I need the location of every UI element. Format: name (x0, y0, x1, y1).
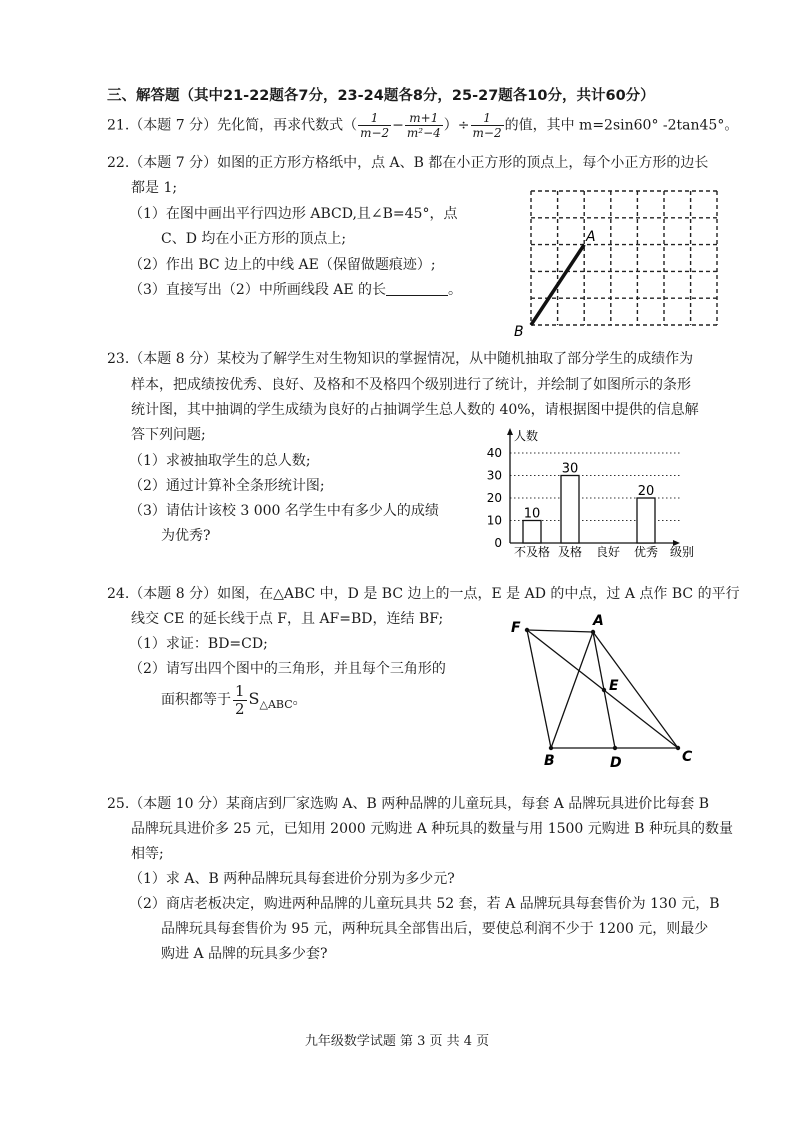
question-21 (107, 111, 738, 140)
q22-line-2: 都是 1; (131, 180, 178, 196)
page-footer: 九年级数学试题 第 3 页 共 4 页 (304, 1034, 490, 1049)
one-half-fraction (233, 683, 247, 718)
q23-part-2: （2）通过计算补全条形统计图; (129, 478, 325, 494)
point-b-label: B (544, 753, 555, 769)
bar (523, 521, 541, 544)
q21-divide: ）÷ (443, 117, 470, 134)
triangle-figure (505, 612, 705, 772)
q23-part-3b: 为优秀? (161, 528, 211, 544)
bar-chart (470, 425, 710, 560)
q22-part-2: （2）作出 BC 边上的中线 AE（保留做题痕迹）; (129, 257, 436, 273)
bars (523, 476, 655, 544)
answer-blank (386, 281, 448, 296)
half-num: 1 (235, 681, 245, 700)
y-tick-label: 10 (486, 513, 502, 528)
q23-line-2: 样本，把成绩按优秀、良好、及格和不及格四个级别进行了统计，并绘制了如图所示的条形 (131, 377, 691, 393)
point-b-label: B (514, 324, 524, 340)
q25-part-1: （1）求 A、B 两种品牌玩具每套进价分别为多少元? (129, 871, 455, 887)
area-symbol: S (248, 689, 260, 708)
q21-minus: − (392, 117, 404, 134)
value-labels (524, 462, 655, 522)
q22-part-3-end: 。 (448, 282, 463, 298)
q21-fraction-2 (405, 111, 443, 140)
q23-line-4: 答下列问题; (131, 427, 206, 443)
q23-part-1: （1）求被抽取学生的总人数; (129, 453, 311, 469)
q22-line-1: 22.（本题 7 分）如图的正方形方格纸中，点 A、B 都在小正方形的顶点上，每个小正方形的边长 (107, 155, 709, 171)
q23-line-1: 23.（本题 8 分）某校为了解学生对生物知识的掌握情况，从中随机抽取了部分学生的成绩作为 (107, 351, 694, 367)
q21-f2-num: m+1 (405, 111, 443, 126)
section-header: 三、解答题（其中21-22题各7分，23-24题各8分，25-27题各10分，共计60分） (107, 88, 655, 104)
category-label: 及格 (557, 545, 583, 559)
q21-tail: 的值，其中 m=2sin60° -2tan45°。 (504, 117, 739, 134)
category-labels (514, 544, 658, 559)
y-tick-label: 40 (486, 446, 502, 460)
q25-line-3: 相等; (131, 846, 164, 862)
q22-part-1b: C、D 均在小正方形的顶点上; (161, 231, 347, 247)
bar-value-label: 10 (523, 506, 541, 522)
q21-f1-den: m−2 (360, 126, 390, 140)
category-label: 优秀 (633, 545, 659, 559)
point-e-label: E (609, 678, 619, 694)
bar-value-label: 30 (561, 461, 579, 477)
q22-part-3-text: （3）直接写出（2）中所画线段 AE 的长 (129, 282, 387, 298)
q25-line-2: 品牌玩具进价多 25 元，已知用 2000 元购进 A 种玩具的数量与用 1500 元购进 B 种玩具的数量 (131, 821, 733, 837)
q21-f2-den: m²−4 (406, 126, 441, 140)
q23-line-3: 统计图，其中抽调的学生成绩为良好的占抽调学生总人数的 40%，请根据图中提供的信息解 (131, 402, 699, 418)
q24-part-1: （1）求证：BD=CD; (129, 636, 268, 652)
y-axis-arrow (507, 428, 513, 435)
q21-f3-num: 1 (471, 111, 504, 126)
q23-part-3a: （3）请估计该校 3 000 名学生中有多少人的成绩 (129, 503, 439, 519)
x-axis-label: 级别 (670, 545, 695, 559)
q24-part-2: （2）请写出四个图中的三角形，并且每个三角形的 (129, 661, 446, 677)
y-tick-label: 20 (486, 491, 502, 505)
point-f-label: F (511, 620, 521, 636)
half-den: 2 (235, 699, 245, 718)
q25-part-2a: （2）商店老板决定，购进两种品牌的儿童玩具共 52 套，若 A 品牌玩具每套售价为 130 元，B (129, 896, 720, 912)
category-label: 不及格 (513, 545, 551, 559)
y-tick-label: 30 (486, 468, 502, 483)
bar (637, 498, 655, 543)
q25-part-2b: 品牌玩具每套售价为 95 元，两种玩具全部售出后，要使总利润不少于 1200 元，则最少 (161, 921, 709, 937)
line-ab (551, 632, 593, 748)
q24-line-1: 24.（本题 8 分）如图，在△ABC 中，D 是 BC 边上的一点，E 是 AD 的中点，过 A 点作 BC 的平行 (107, 586, 740, 602)
q21-lead: 21.（本题 7 分）先化简，再求代数式（ (107, 117, 358, 134)
q22-part-1a: （1）在图中画出平行四边形 ABCD,且∠B=45°，点 (129, 206, 458, 222)
q21-f1-num: 1 (358, 111, 391, 126)
area-subscript: △ABC (259, 698, 293, 711)
point-d-label: D (610, 755, 622, 771)
y-tick-label: 0 (494, 536, 502, 550)
y-tick-labels (487, 446, 502, 550)
y-axis-label: 人数 (514, 429, 539, 443)
line-fa (527, 630, 593, 632)
q24-part-2b (161, 680, 307, 724)
square-grid-figure (510, 185, 725, 340)
q22-part-3 (129, 280, 462, 300)
bar-value-label: 20 (637, 484, 655, 499)
q25-line-1: 25.（本题 10 分）某商店到厂家选购 A、B 两种品牌的儿童玩具，每套 A 品牌玩具进价比每套 B (107, 796, 710, 812)
category-label: 良好 (595, 545, 621, 559)
q24-line-2: 线交 CE 的延长线于点 F，且 AF=BD，连结 BF; (131, 611, 444, 627)
q21-fraction-1 (358, 111, 391, 140)
grid-lines (531, 191, 717, 325)
line-fb (527, 630, 551, 748)
q25-part-2c: 购进 A 品牌的玩具多少套? (161, 946, 328, 962)
q21-f3-den: m−2 (472, 126, 502, 140)
q24-area-text: 面积都等于 (161, 692, 231, 708)
point-c-label: C (682, 749, 693, 765)
point-a-label: A (593, 613, 604, 629)
q21-fraction-3 (471, 111, 504, 140)
bar (561, 476, 579, 544)
point-a-label: A (586, 229, 596, 245)
q24-area-end: 。 (292, 692, 307, 708)
